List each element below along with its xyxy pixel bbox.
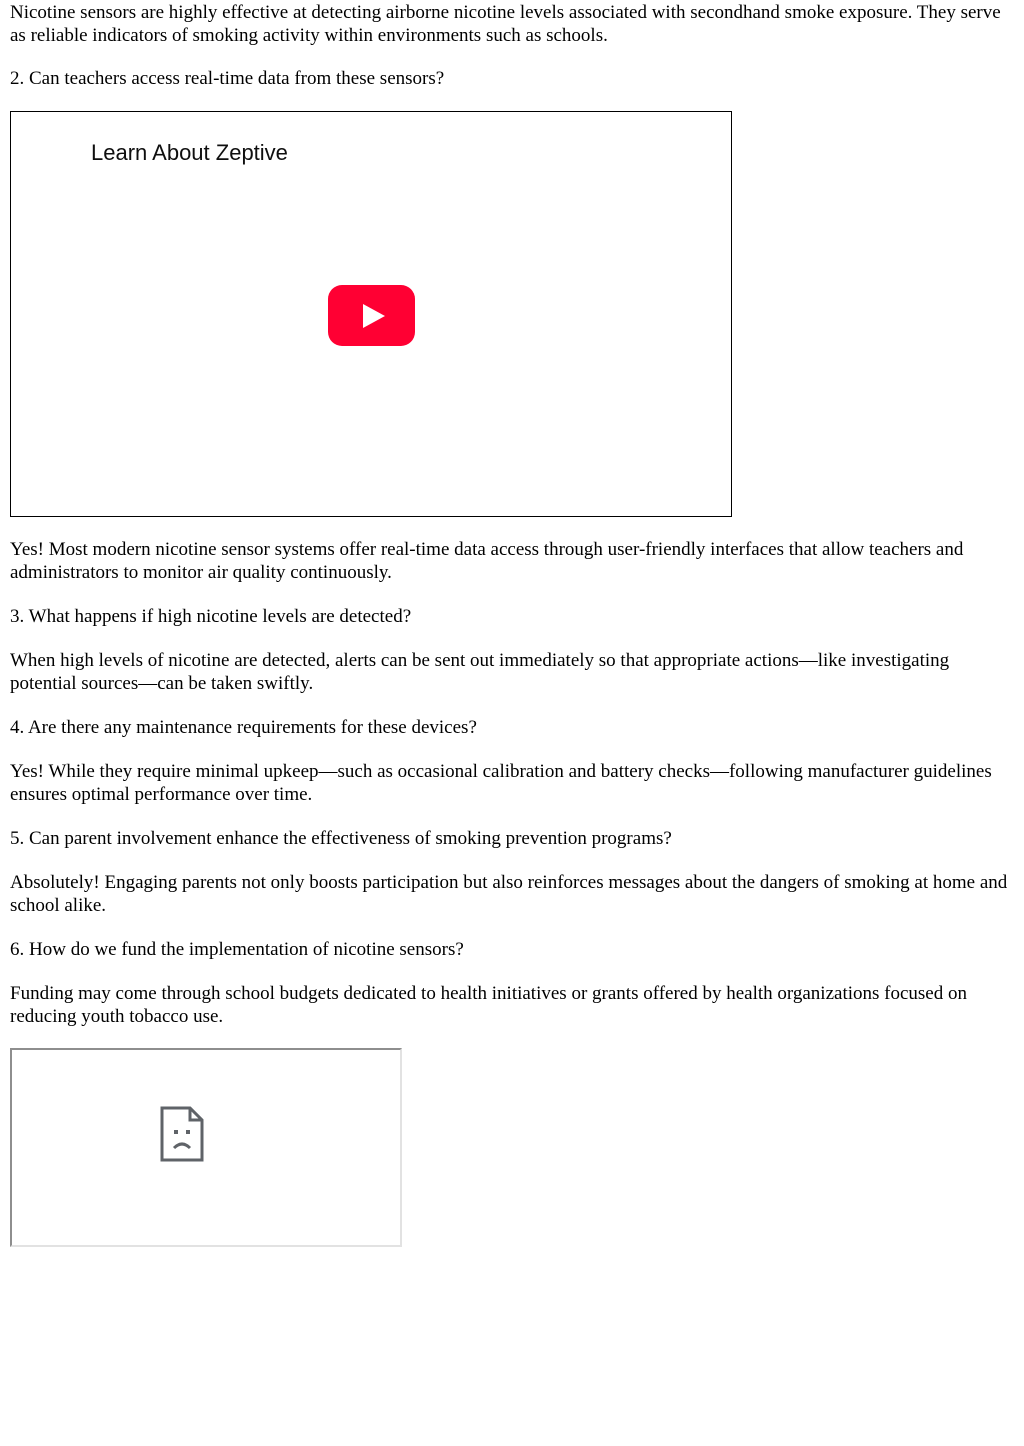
faq-question-3: 3. What happens if high nicotine levels are detected? (10, 606, 412, 627)
play-icon (363, 304, 385, 328)
broken-embed-frame (10, 1048, 402, 1247)
faq-answer-2: Yes! Most modern nicotine sensor systems offer real-time data access through user-friendly interfaces that allow teachers and administrators to monitor air quality continuously. (10, 539, 964, 583)
faq-answer-3: When high levels of nicotine are detected, alerts can be sent out immediately so that appropriate actions—like investigating potential sources—can be taken swiftly. (10, 650, 950, 694)
faq-question-5: 5. Can parent involvement enhance the effectiveness of smoking prevention programs? (10, 828, 672, 849)
sad-document-icon (160, 1106, 204, 1162)
faq-question-2: 2. Can teachers access real-time data from these sensors? (10, 68, 445, 89)
video-title[interactable]: Learn About Zeptive (91, 140, 288, 165)
faq-answer-6: Funding may come through school budgets dedicated to health initiatives or grants offered by health organizations focused on reducing youth tobacco use. (10, 983, 967, 1027)
faq-answer-5: Absolutely! Engaging parents not only boosts participation but also reinforces messages about the dangers of smoking at home and school alike. (10, 872, 1008, 916)
play-button[interactable] (328, 285, 415, 346)
intro-paragraph: Nicotine sensors are highly effective at detecting airborne nicotine levels associated with secondhand smoke exposure. They serve as reliable indicators of smoking activity within environments such as schools. (10, 2, 1001, 46)
faq-answer-4: Yes! While they require minimal upkeep—such as occasional calibration and battery checks—following manufacturer guidelines ensures optimal performance over time. (10, 761, 992, 805)
faq-question-4: 4. Are there any maintenance requirements for these devices? (10, 717, 477, 738)
youtube-video-embed[interactable] (10, 111, 732, 517)
faq-question-6: 6. How do we fund the implementation of nicotine sensors? (10, 939, 464, 960)
